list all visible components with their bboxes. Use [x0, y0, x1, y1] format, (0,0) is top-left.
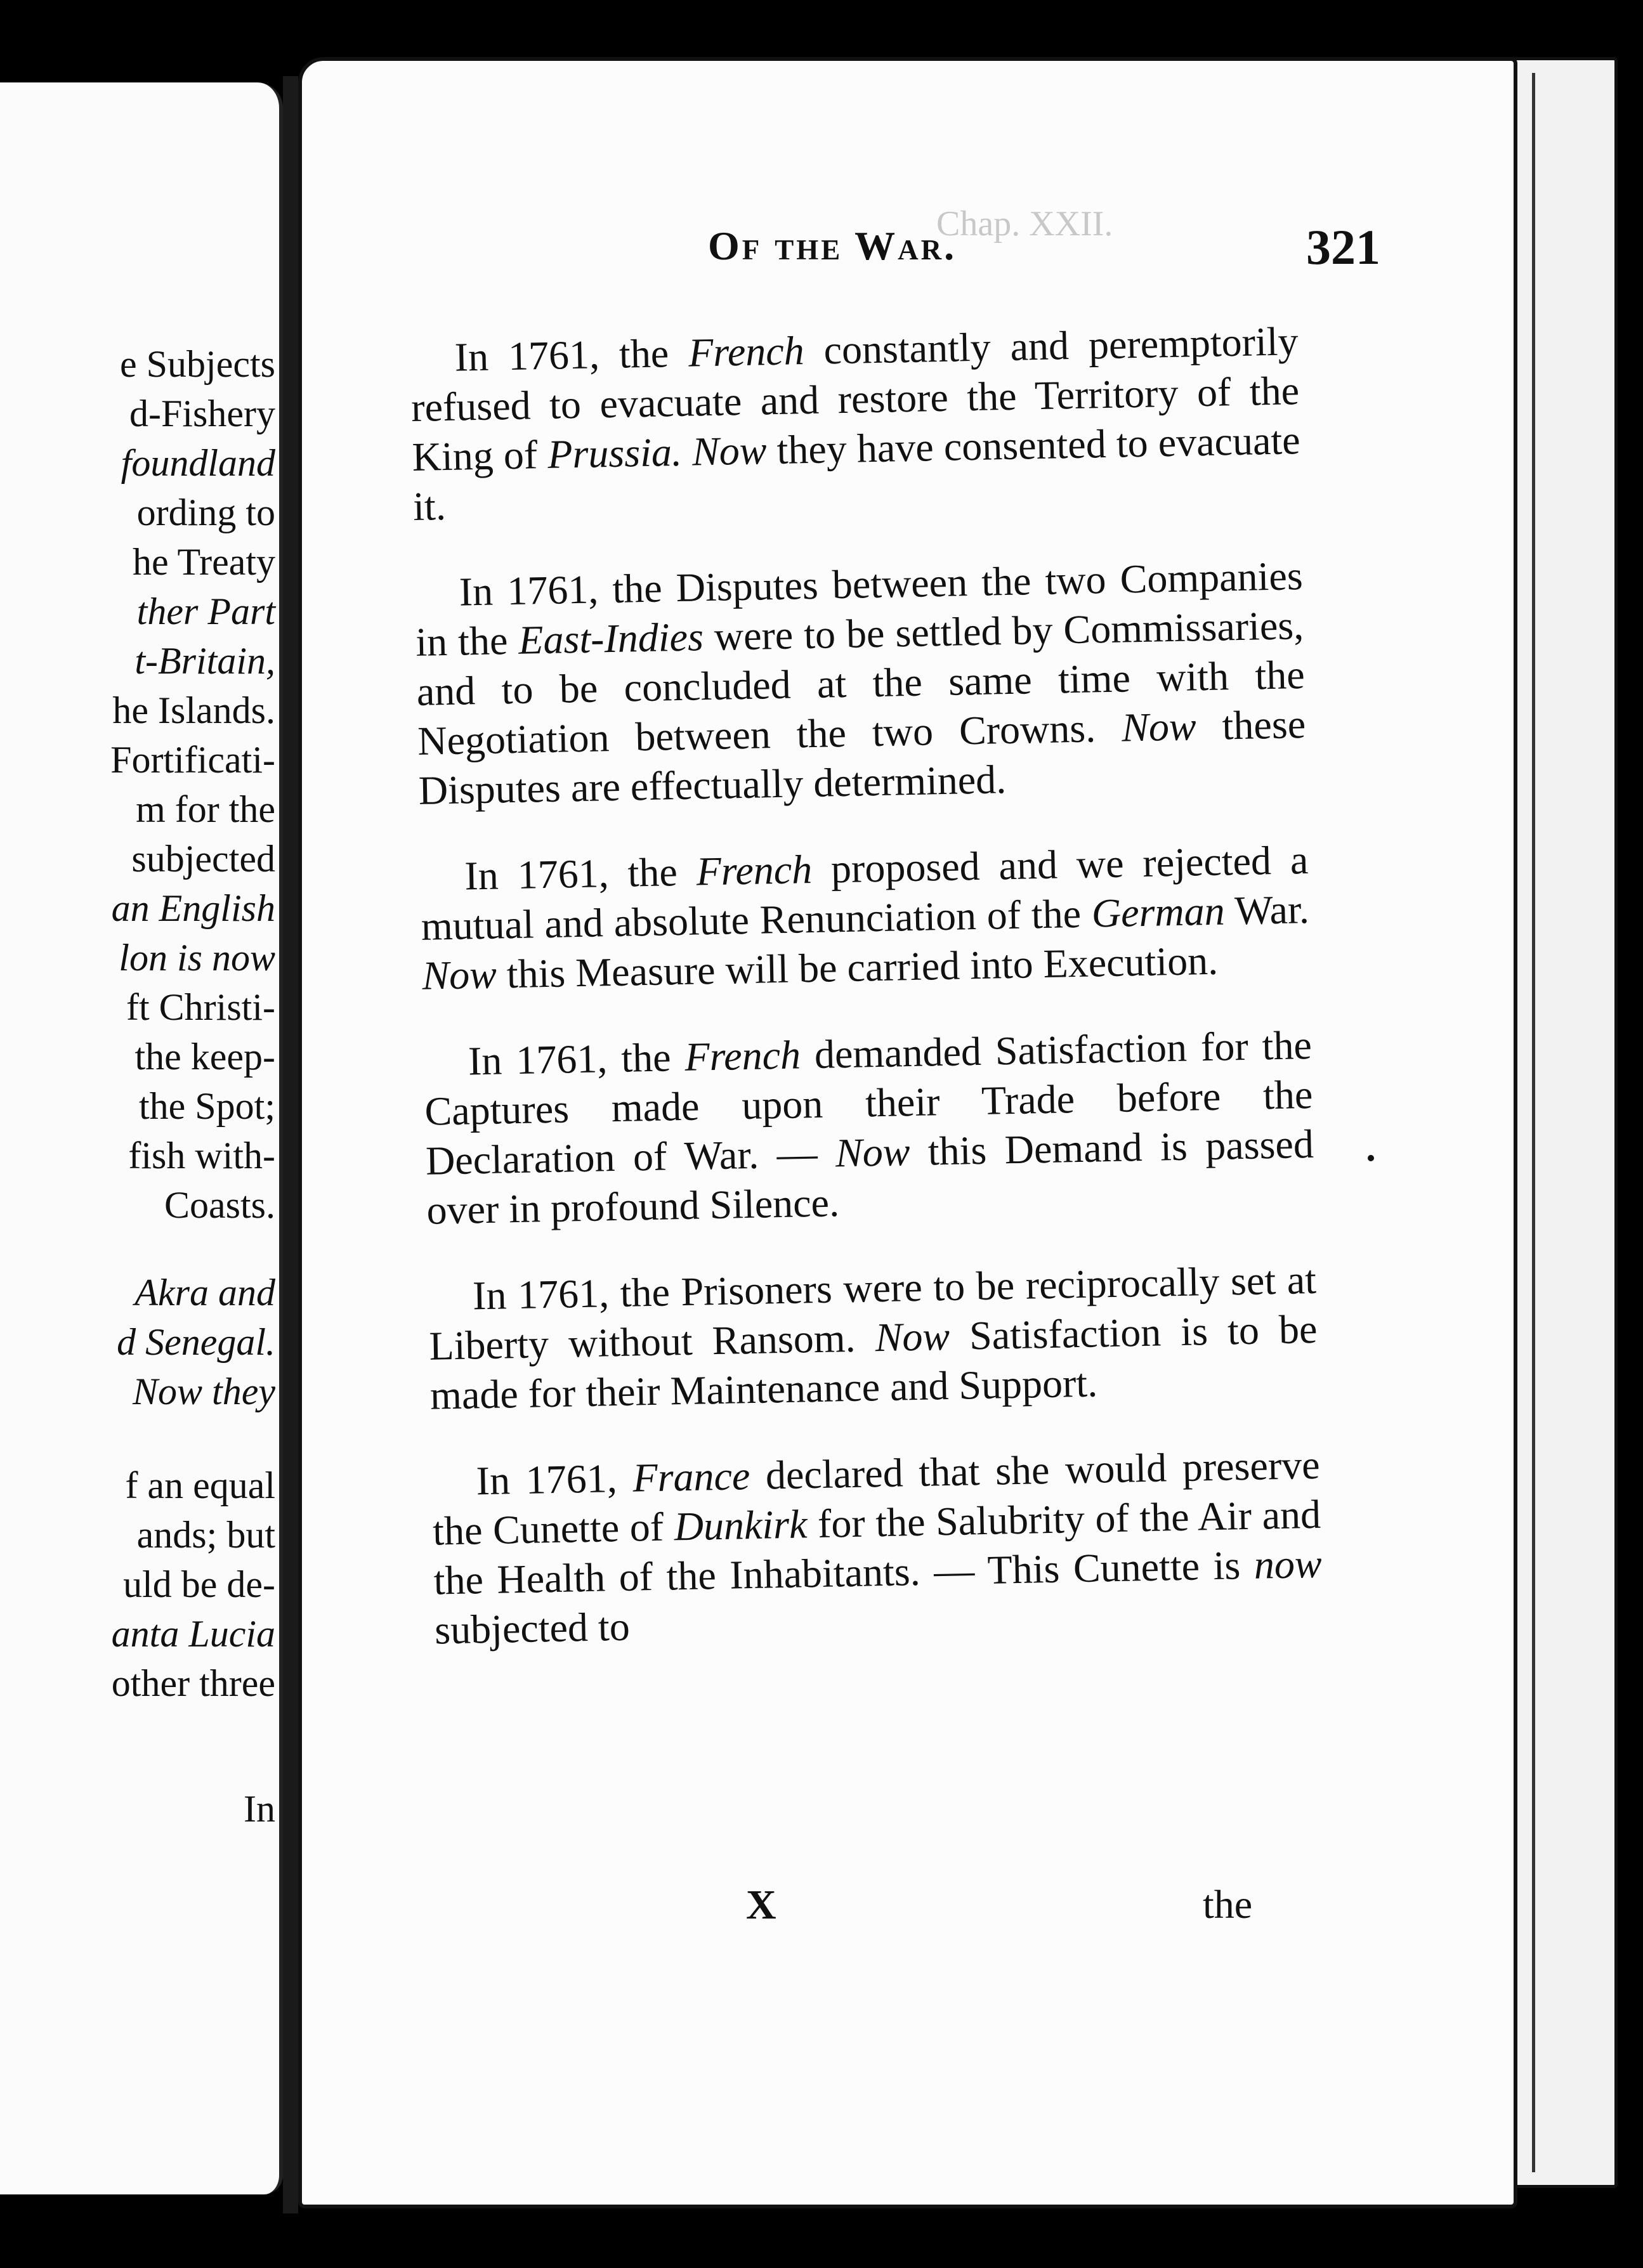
text-run: for the Salubrity of the Air and the Health of the Inhabitants. — This Cunette is — [433, 1491, 1321, 1603]
text-run: were to be settled by Commissaries, and to be concluded at the same time with the Negotiation between the two Crowns. — [416, 603, 1306, 764]
left-page-fragment: uld be de- — [123, 1563, 275, 1605]
paragraph — [414, 551, 1307, 816]
text-run: this Measure will be carried into Execution. — [496, 937, 1219, 997]
text-run: In 1761, the Disputes between the two Companies in the — [415, 553, 1304, 665]
italic-text: now — [1254, 1541, 1323, 1587]
left-page-fragment: ording to — [136, 492, 275, 533]
italic-text: German — [1091, 888, 1226, 936]
text-run — [681, 429, 693, 474]
ink-speck — [1368, 1155, 1374, 1161]
paragraph — [420, 835, 1311, 1001]
bleed-through-text: Chap. XXII. — [936, 204, 1113, 244]
text-run: constantly and peremptorily refused to evacuate and restore the Territory of the King of — [410, 318, 1300, 479]
right-page — [298, 57, 1517, 2208]
left-page-fragment: he Islands. — [112, 689, 275, 731]
page-number: 321 — [1306, 219, 1380, 275]
text-run: In 1761, the — [468, 1034, 686, 1084]
left-page-fragment: he Treaty — [133, 541, 275, 583]
text-run: In 1761, the — [454, 330, 689, 380]
italic-text: French — [688, 328, 805, 375]
paragraph — [410, 316, 1302, 531]
running-head — [302, 204, 1514, 286]
paragraph — [423, 1020, 1315, 1235]
left-page-fragment: Coasts. — [164, 1184, 275, 1226]
text-run: demanded Satisfaction for the Captures made upon their Trade before the Declaration of War. — — [424, 1022, 1313, 1183]
signature-mark: X — [746, 1882, 778, 1928]
text-run: War. — [1224, 886, 1310, 934]
left-page-fragment: lon is now — [119, 937, 275, 979]
left-page-fragment: the Spot; — [138, 1085, 275, 1127]
left-page-fragment: d Senegal. — [117, 1321, 275, 1363]
text-run: In 1761, the Prisoners were to be reciprocally set at Liberty without Ransom. — [428, 1256, 1317, 1369]
left-page-fragment: f an equal — [125, 1464, 275, 1506]
italic-text: Dunkirk — [674, 1501, 808, 1549]
italic-text: French — [684, 1032, 801, 1079]
text-run: declared that she would preserve the Cunette of — [432, 1442, 1321, 1554]
text-run: subjected to — [434, 1603, 631, 1653]
left-page-fragment: ther Part — [136, 590, 275, 632]
left-page-fragment: foundland — [121, 442, 275, 484]
left-page-fragment: the keep- — [134, 1036, 275, 1078]
left-page-fragment: fish with- — [128, 1135, 275, 1176]
italic-text: Now — [874, 1313, 950, 1360]
catchword: the — [1203, 1882, 1253, 1927]
italic-text: Now — [1121, 703, 1197, 750]
left-page-fragment: Akra and — [134, 1272, 275, 1313]
running-head-title: Of the War. — [708, 223, 957, 268]
italic-text: France — [632, 1453, 750, 1501]
text-run: In 1761, — [476, 1455, 634, 1504]
page-edge-line — [1532, 73, 1535, 2172]
left-page-fragment: Fortificati- — [110, 739, 275, 781]
italic-text: French — [695, 846, 813, 894]
text-run: they have consented to evacuate it. — [412, 417, 1301, 529]
italic-text: East-Indies — [518, 614, 704, 663]
left-page-fragment: ands; but — [136, 1514, 275, 1556]
text-run: Satisfaction is to be made for their Maintenance and Support. — [429, 1306, 1318, 1418]
left-page-fragment: d-Fishery — [129, 393, 275, 434]
text-run: this Demand is passed over in profound Silence. — [426, 1121, 1314, 1233]
italic-text: Prussia. — [547, 429, 683, 477]
paragraph — [428, 1255, 1318, 1421]
left-page — [0, 82, 283, 2194]
left-page-fragment: anta Lucia — [111, 1613, 275, 1655]
left-page-fragment: Now they — [133, 1371, 275, 1412]
left-page-fragment: e Subjects — [120, 343, 275, 385]
left-page-fragment: subjected — [131, 838, 275, 880]
left-page-fragment: other three — [111, 1662, 275, 1704]
text-run: In 1761, the — [464, 849, 697, 899]
text-run: proposed and we rejected a mutual and absolute Renunciation of the — [421, 837, 1309, 949]
left-page-fragment: In — [244, 1788, 275, 1830]
italic-text: Now — [691, 427, 768, 474]
text-run: these Disputes are effectually determined. — [418, 701, 1306, 813]
italic-text: Now — [835, 1129, 911, 1176]
body-text — [410, 316, 1324, 1691]
italic-text: Now — [421, 951, 497, 998]
gutter-shadow — [283, 76, 298, 2213]
paragraph — [431, 1440, 1323, 1655]
left-page-fragment: an English — [111, 887, 275, 929]
left-page-fragment: t-Britain, — [134, 640, 275, 682]
left-page-fragment: ft Christi- — [126, 986, 275, 1028]
left-page-fragment: m for the — [136, 788, 275, 830]
